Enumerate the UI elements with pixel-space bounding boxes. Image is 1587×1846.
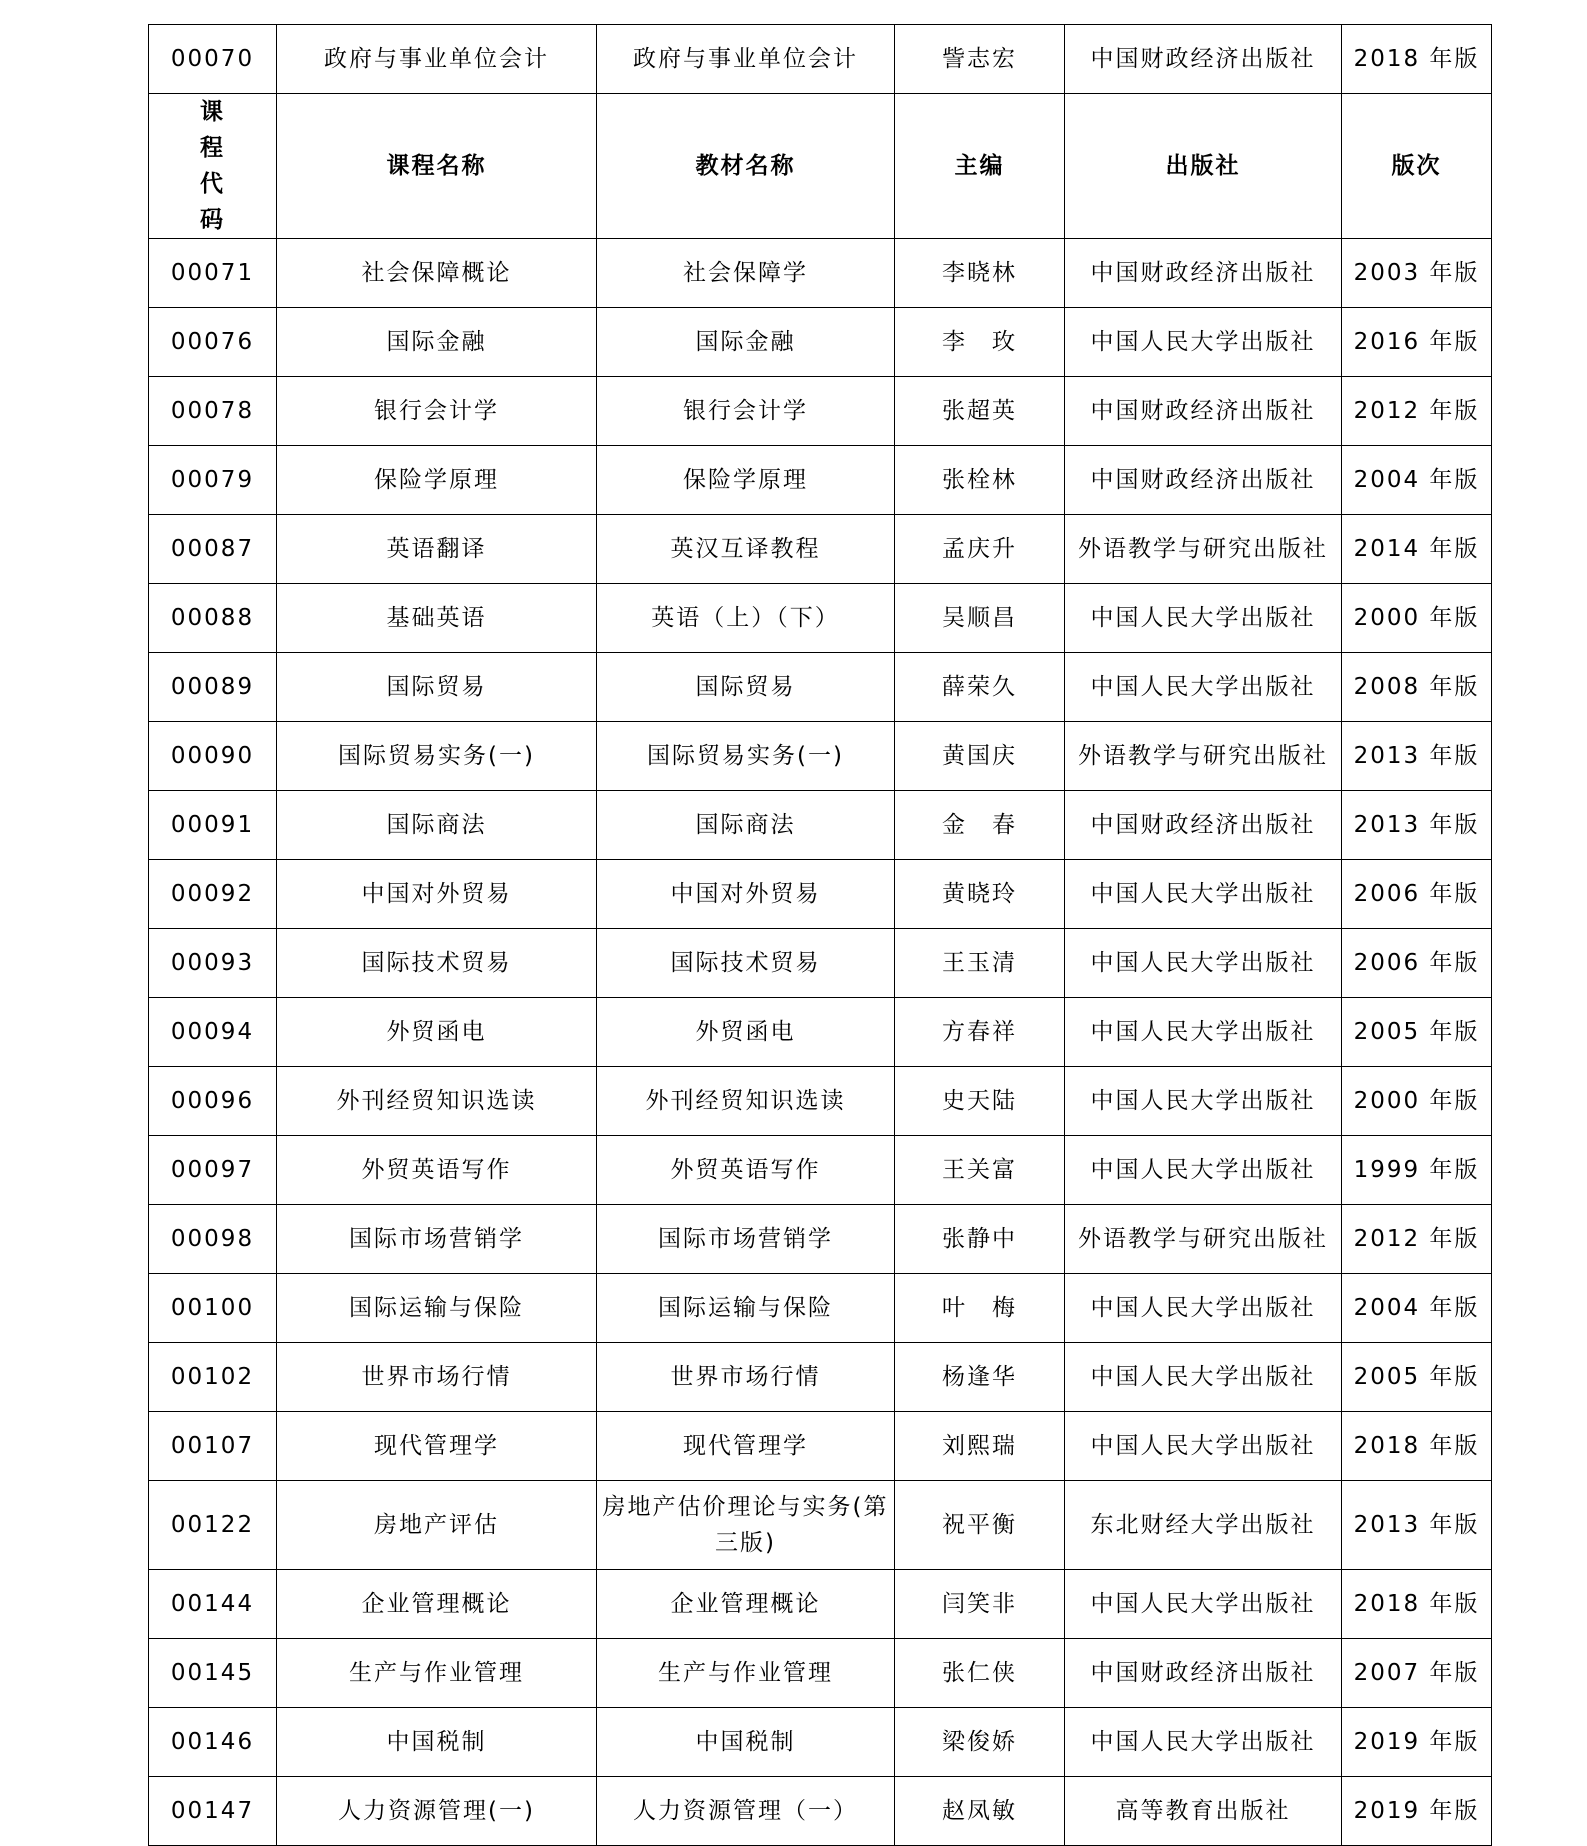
edition-header: 版次 [1342,94,1492,239]
textbook-name-cell: 国际市场营销学 [597,1205,895,1274]
course-name-cell: 英语翻译 [277,515,597,584]
textbook-name-cell: 国际贸易实务(一) [597,722,895,791]
editor-cell: 王关富 [895,1136,1065,1205]
table-header-row [149,94,1492,239]
course-name-cell: 外贸函电 [277,998,597,1067]
course-code-cell: 00096 [149,1067,277,1136]
edition-cell: 1999 年版 [1342,1136,1492,1205]
course-code-cell: 00088 [149,584,277,653]
table-row [149,998,1492,1067]
textbook-name-cell: 外贸函电 [597,998,895,1067]
table-row [149,1708,1492,1777]
table-row [149,1274,1492,1343]
textbook-name-header: 教材名称 [597,94,895,239]
publisher-cell: 中国人民大学出版社 [1065,1412,1342,1481]
table-row [149,1343,1492,1412]
course-code-header [149,94,277,239]
editor-cell: 祝平衡 [895,1481,1065,1570]
textbook-name-cell: 现代管理学 [597,1412,895,1481]
publisher-cell: 中国人民大学出版社 [1065,1274,1342,1343]
course-name-cell: 世界市场行情 [277,1343,597,1412]
course-name-cell: 国际金融 [277,308,597,377]
table-row [149,25,1492,94]
course-code-cell: 00107 [149,1412,277,1481]
course-name-cell: 生产与作业管理 [277,1639,597,1708]
course-name-cell: 国际技术贸易 [277,929,597,998]
table-row [149,308,1492,377]
textbook-name-cell: 国际金融 [597,308,895,377]
editor-cell: 史天陆 [895,1067,1065,1136]
editor-cell: 金 春 [895,791,1065,860]
course-code-cell: 00147 [149,1777,277,1846]
course-name-cell: 外贸英语写作 [277,1136,597,1205]
course-code-cell: 00079 [149,446,277,515]
textbook-name-cell: 社会保障学 [597,239,895,308]
table-row [149,722,1492,791]
edition-cell: 2013 年版 [1342,722,1492,791]
textbook-name-cell: 国际技术贸易 [597,929,895,998]
course-code-cell: 00091 [149,791,277,860]
edition-cell: 2019 年版 [1342,1777,1492,1846]
editor-cell: 杨逢华 [895,1343,1065,1412]
table-row [149,446,1492,515]
course-code-cell: 00098 [149,1205,277,1274]
editor-cell: 黄国庆 [895,722,1065,791]
publisher-cell: 中国财政经济出版社 [1065,791,1342,860]
course-code-cell: 00087 [149,515,277,584]
table-row [149,1481,1492,1570]
course-name-cell: 政府与事业单位会计 [277,25,597,94]
textbook-table [148,24,1492,1846]
course-code-cell: 00093 [149,929,277,998]
edition-cell: 2005 年版 [1342,998,1492,1067]
edition-cell: 2012 年版 [1342,1205,1492,1274]
course-code-cell: 00146 [149,1708,277,1777]
course-code-cell: 00145 [149,1639,277,1708]
editor-cell: 张仁侠 [895,1639,1065,1708]
course-name-cell: 企业管理概论 [277,1570,597,1639]
editor-cell: 张静中 [895,1205,1065,1274]
course-name-cell: 外刊经贸知识选读 [277,1067,597,1136]
publisher-cell: 中国人民大学出版社 [1065,1067,1342,1136]
textbook-name-cell: 国际运输与保险 [597,1274,895,1343]
table-body [149,25,1492,1846]
editor-cell: 孟庆升 [895,515,1065,584]
publisher-cell: 中国人民大学出版社 [1065,1343,1342,1412]
publisher-cell: 中国财政经济出版社 [1065,446,1342,515]
course-name-cell: 房地产评估 [277,1481,597,1570]
edition-cell: 2006 年版 [1342,860,1492,929]
course-code-header-line1: 课程 [200,99,251,161]
table-row [149,1777,1492,1846]
table-row [149,1136,1492,1205]
table-row [149,1067,1492,1136]
course-name-cell: 国际运输与保险 [277,1274,597,1343]
publisher-cell: 中国人民大学出版社 [1065,1136,1342,1205]
edition-cell: 2000 年版 [1342,1067,1492,1136]
course-name-header: 课程名称 [277,94,597,239]
edition-cell: 2008 年版 [1342,653,1492,722]
textbook-name-cell: 生产与作业管理 [597,1639,895,1708]
table-row [149,1639,1492,1708]
publisher-cell: 中国财政经济出版社 [1065,377,1342,446]
course-name-cell: 现代管理学 [277,1412,597,1481]
editor-cell: 吴顺昌 [895,584,1065,653]
editor-cell: 黄晓玲 [895,860,1065,929]
table-row [149,860,1492,929]
course-code-cell: 00089 [149,653,277,722]
course-name-cell: 保险学原理 [277,446,597,515]
edition-cell: 2003 年版 [1342,239,1492,308]
course-code-cell: 00076 [149,308,277,377]
course-name-cell: 中国税制 [277,1708,597,1777]
course-name-cell: 基础英语 [277,584,597,653]
publisher-cell: 东北财经大学出版社 [1065,1481,1342,1570]
textbook-name-cell: 外贸英语写作 [597,1136,895,1205]
textbook-name-cell: 中国对外贸易 [597,860,895,929]
editor-cell: 张超英 [895,377,1065,446]
textbook-name-cell: 保险学原理 [597,446,895,515]
textbook-name-cell: 英语（上）（下） [597,584,895,653]
editor-cell: 闫笑非 [895,1570,1065,1639]
publisher-cell: 中国财政经济出版社 [1065,239,1342,308]
edition-cell: 2000 年版 [1342,584,1492,653]
editor-cell: 李晓林 [895,239,1065,308]
table-row [149,791,1492,860]
course-code-header-line2: 代码 [200,171,251,233]
edition-cell: 2018 年版 [1342,1570,1492,1639]
course-code-cell: 00102 [149,1343,277,1412]
edition-cell: 2013 年版 [1342,791,1492,860]
course-code-cell: 00070 [149,25,277,94]
editor-cell: 薛荣久 [895,653,1065,722]
publisher-cell: 中国财政经济出版社 [1065,25,1342,94]
course-code-cell: 00071 [149,239,277,308]
textbook-name-cell: 国际贸易 [597,653,895,722]
publisher-cell: 中国人民大学出版社 [1065,1708,1342,1777]
edition-cell: 2004 年版 [1342,446,1492,515]
course-code-cell: 00090 [149,722,277,791]
publisher-cell: 中国人民大学出版社 [1065,1570,1342,1639]
course-code-cell: 00094 [149,998,277,1067]
editor-cell: 訾志宏 [895,25,1065,94]
publisher-cell: 中国人民大学出版社 [1065,308,1342,377]
textbook-name-cell: 外刊经贸知识选读 [597,1067,895,1136]
textbook-name-cell: 人力资源管理（一） [597,1777,895,1846]
edition-cell: 2013 年版 [1342,1481,1492,1570]
edition-cell: 2006 年版 [1342,929,1492,998]
textbook-name-cell: 中国税制 [597,1708,895,1777]
publisher-cell: 外语教学与研究出版社 [1065,722,1342,791]
editor-cell: 梁俊娇 [895,1708,1065,1777]
editor-cell: 赵凤敏 [895,1777,1065,1846]
edition-cell: 2019 年版 [1342,1708,1492,1777]
editor-cell: 方春祥 [895,998,1065,1067]
publisher-cell: 外语教学与研究出版社 [1065,1205,1342,1274]
textbook-name-cell: 房地产估价理论与实务(第三版) [597,1481,895,1570]
course-name-cell: 国际市场营销学 [277,1205,597,1274]
publisher-cell: 中国人民大学出版社 [1065,998,1342,1067]
course-name-cell: 银行会计学 [277,377,597,446]
editor-cell: 张栓林 [895,446,1065,515]
course-code-cell: 00078 [149,377,277,446]
edition-cell: 2007 年版 [1342,1639,1492,1708]
editor-header: 主编 [895,94,1065,239]
textbook-name-cell: 政府与事业单位会计 [597,25,895,94]
table-row [149,584,1492,653]
table-row [149,1570,1492,1639]
edition-cell: 2004 年版 [1342,1274,1492,1343]
course-name-cell: 人力资源管理(一) [277,1777,597,1846]
table-row [149,929,1492,998]
textbook-name-cell: 企业管理概论 [597,1570,895,1639]
course-name-cell: 社会保障概论 [277,239,597,308]
editor-cell: 叶 梅 [895,1274,1065,1343]
editor-cell: 李 玫 [895,308,1065,377]
editor-cell: 王玉清 [895,929,1065,998]
table-row [149,239,1492,308]
textbook-name-cell: 国际商法 [597,791,895,860]
edition-cell: 2018 年版 [1342,25,1492,94]
publisher-cell: 中国人民大学出版社 [1065,929,1342,998]
publisher-cell: 高等教育出版社 [1065,1777,1342,1846]
edition-cell: 2012 年版 [1342,377,1492,446]
course-code-cell: 00097 [149,1136,277,1205]
textbook-name-cell: 英汉互译教程 [597,515,895,584]
edition-cell: 2016 年版 [1342,308,1492,377]
table-row [149,515,1492,584]
course-code-cell: 00122 [149,1481,277,1570]
table-row [149,653,1492,722]
course-name-cell: 国际贸易 [277,653,597,722]
course-name-cell: 国际贸易实务(一) [277,722,597,791]
table-row [149,1412,1492,1481]
textbook-name-cell: 世界市场行情 [597,1343,895,1412]
table-row [149,377,1492,446]
course-code-cell: 00100 [149,1274,277,1343]
textbook-name-cell: 银行会计学 [597,377,895,446]
publisher-cell: 中国人民大学出版社 [1065,584,1342,653]
publisher-cell: 中国财政经济出版社 [1065,1639,1342,1708]
publisher-header: 出版社 [1065,94,1342,239]
course-name-cell: 中国对外贸易 [277,860,597,929]
edition-cell: 2018 年版 [1342,1412,1492,1481]
course-code-cell: 00092 [149,860,277,929]
course-name-cell: 国际商法 [277,791,597,860]
course-code-cell: 00144 [149,1570,277,1639]
edition-cell: 2005 年版 [1342,1343,1492,1412]
editor-cell: 刘熙瑞 [895,1412,1065,1481]
publisher-cell: 外语教学与研究出版社 [1065,515,1342,584]
publisher-cell: 中国人民大学出版社 [1065,653,1342,722]
edition-cell: 2014 年版 [1342,515,1492,584]
publisher-cell: 中国人民大学出版社 [1065,860,1342,929]
table-row [149,1205,1492,1274]
